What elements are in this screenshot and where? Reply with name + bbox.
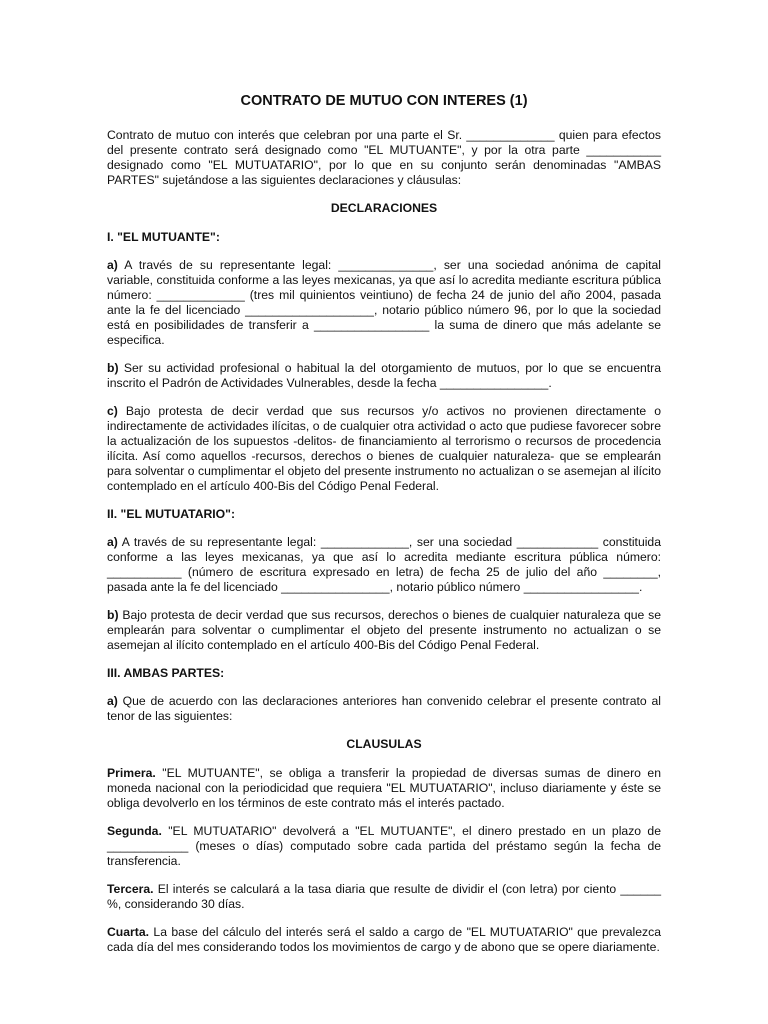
document-title: CONTRATO DE MUTUO CON INTERES (1) — [240, 93, 528, 109]
clause-label: c) — [107, 404, 118, 418]
clausula-label: Primera. — [107, 766, 156, 780]
clausula-label: Segunda. — [107, 824, 162, 838]
clause-text: Bajo protesta de decir verdad que sus recursos y/o activos no provienen directamente o indirectamente de actividades ilícitas, o de cualquier otra actividad o acto que pudiese favorecer sobre la actualización de los supuestos -delitos- de financiamiento al terrorismo o recursos de procedencia ilícita. Así como aquellos -recursos, derechos o bienes de cualquier naturaleza- que se emplearán para solventar o cumplimentar el objeto del presente instrumento no actualizan o se asemejan al ilícito contemplado en el artículo 400-Bis del Código Penal Federal. — [107, 404, 661, 493]
clause-text: A través de su representante legal: ______________, ser una sociedad anónima de capital variable, constituida conforme a las leyes mexicanas, ya que así lo acredita mediante escritura pública número: _____________ (tres mil quinientos veintiuno) de fecha 24 de junio del año 2004, pasada ante la fe del licenciado ___________________, notario público número 96, por lo que la sociedad está en posibilidades de transferir a _________________ la suma de dinero que más adelante se especifica. — [107, 258, 661, 347]
clause-label: a) — [107, 694, 118, 708]
mutuante-clause-a — [107, 258, 661, 348]
clause-label: a) — [107, 535, 118, 549]
clausula-text: La base del cálculo del interés será el saldo a cargo de "EL MUTUATARIO" que prevalezca cada día del mes considerando todos los movimientos de cargo y de abono que se opere diariamente. — [107, 925, 661, 954]
mutuante-clause-b — [107, 361, 661, 391]
clausula-segunda — [107, 824, 661, 869]
clausula-cuarta — [107, 925, 661, 955]
mutuatario-clause-b — [107, 608, 661, 653]
clause-text: Bajo protesta de decir verdad que sus recursos, derechos o bienes de cualquier naturaleza que se emplearán para solventar o cumplimentar el objeto del presente instrumento no actualizan o se asemejan al ilícito contemplado en el artículo 400-Bis del Código Penal Federal. — [107, 608, 661, 652]
declaraciones-heading: DECLARACIONES — [330, 201, 438, 215]
clause-label: b) — [107, 608, 119, 622]
clause-text: Que de acuerdo con las declaraciones anteriores han convenido celebrar el presente contrato al tenor de las siguientes: — [107, 694, 661, 723]
mutuatario-heading: II. "EL MUTUATARIO": — [107, 507, 236, 521]
mutuante-heading: I. "EL MUTUANTE": — [107, 230, 220, 244]
clause-text: A través de su representante legal: _____________, ser una sociedad ____________ constituida conforme a las leyes mexicanas, ya que así lo acredita mediante escritura pública número: ___________ (número de escritura expresado en letra) de fecha 25 de julio del año ________, pasada ante la fe del licenciado ________________, notario público número _________________. — [107, 535, 661, 594]
intro-text: Contrato de mutuo con interés que celebran por una parte el Sr. _____________ quien para efectos del presente contrato será designado como "EL MUTUANTE", y por la otra parte ___________ designado como "EL MUTUATARIO", por lo que en su conjunto serán denominadas "AMBAS PARTES" sujetándose a las siguientes declaraciones y cláusulas: — [107, 128, 661, 187]
clause-label: a) — [107, 258, 118, 272]
clausula-tercera — [107, 882, 661, 912]
mutuatario-clause-a — [107, 535, 661, 595]
clausula-text: "EL MUTUATARIO" devolverá a "EL MUTUANTE", el dinero prestado en un plazo de ____________ (meses o días) computado sobre cada partida del préstamo según la fecha de transferencia. — [107, 824, 661, 868]
clausulas-heading: CLAUSULAS — [346, 737, 422, 751]
intro-paragraph — [107, 128, 661, 188]
clausula-primera — [107, 766, 661, 811]
clause-label: b) — [107, 361, 119, 375]
clausula-label: Cuarta. — [107, 925, 149, 939]
ambas-clause-a — [107, 694, 661, 724]
ambas-partes-heading: III. AMBAS PARTES: — [107, 666, 225, 680]
clausula-text: "EL MUTUANTE", se obliga a transferir la propiedad de diversas sumas de dinero en moneda nacional con la periodicidad que requiera "EL MUTUATARIO", incluso diariamente y éste se obliga devolverlo en los términos de este contrato más el interés pactado. — [107, 766, 661, 810]
mutuante-clause-c — [107, 404, 661, 494]
clausula-label: Tercera. — [107, 882, 154, 896]
clause-text: Ser su actividad profesional o habitual la del otorgamiento de mutuos, por lo que se encuentra inscrito el Padrón de Actividades Vulnerables, desde la fecha ________________. — [107, 361, 661, 390]
clausula-text: El interés se calculará a la tasa diaria que resulte de dividir el (con letra) por ciento ______ %, considerando 30 días. — [107, 882, 661, 911]
